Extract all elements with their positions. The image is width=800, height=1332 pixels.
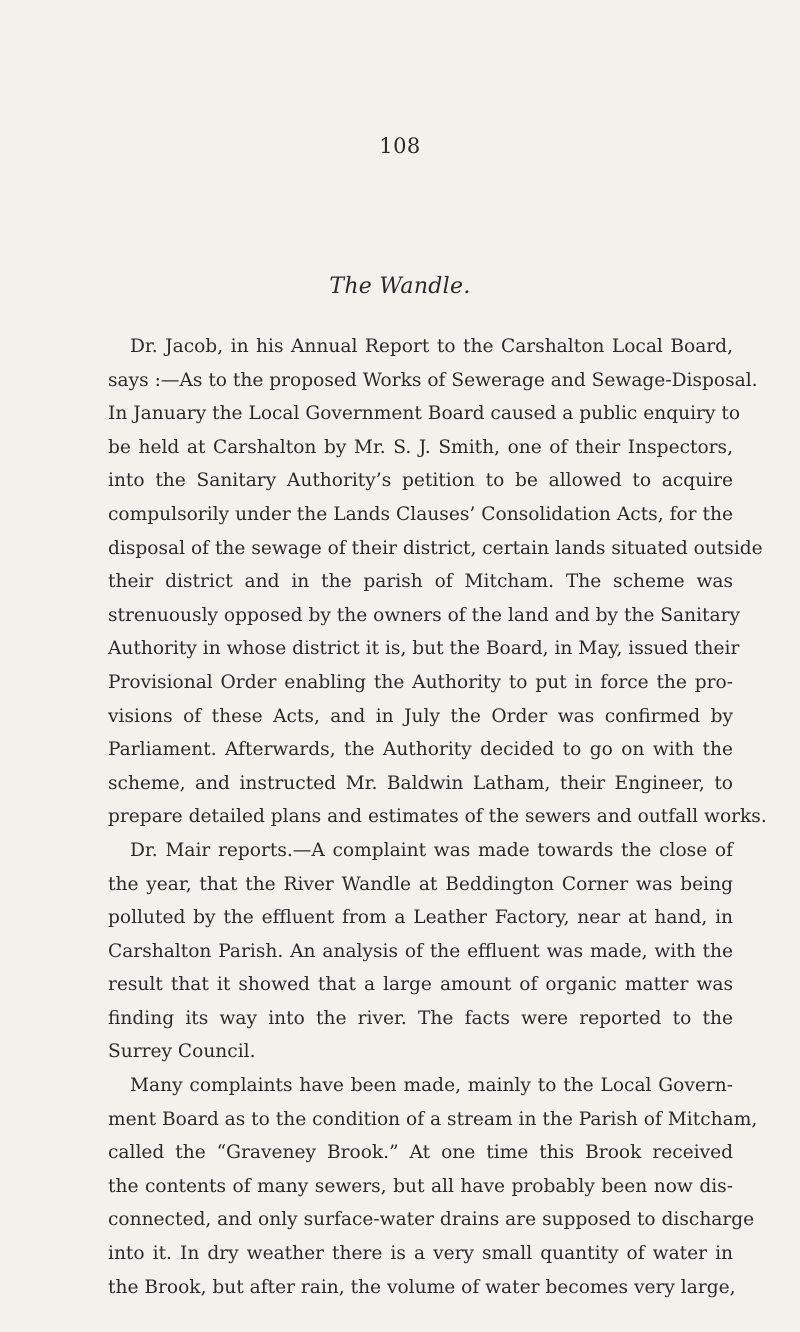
paragraph [108, 1069, 758, 1304]
text-line: scheme, and instructed Mr. Baldwin Latham, their Engineer, to [108, 772, 733, 794]
text-line: into the Sanitary Authority’s petition to be allowed to acquire [108, 470, 733, 492]
text-line: Dr. Jacob, in his Annual Report to the Carshalton Local Board, [130, 336, 733, 357]
text-line: connected, and only surface-water drains are supposed to discharge [108, 1209, 755, 1231]
paragraph [108, 330, 767, 834]
text-line: Authority in whose district it is, but the Board, in May, issued their [108, 638, 740, 660]
section-title: The Wandle. [329, 274, 471, 299]
text-line: called the “Graveney Brook.” At one time this Brook received [108, 1142, 733, 1164]
text-line: disposal of the sewage of their district, certain lands situated outside [108, 537, 763, 559]
text-line: says :—As to the proposed Works of Sewerage and Sewage-Disposal. [108, 369, 758, 391]
text-line: Parliament. Afterwards, the Authority decided to go on with the [108, 739, 733, 761]
text-line: visions of these Acts, and in July the Order was confirmed by [108, 705, 733, 727]
text-line: the year, that the River Wandle at Beddington Corner was being [108, 873, 733, 895]
page-number: 108 [379, 134, 421, 158]
text-line: into it. In dry weather there is a very small quantity of water in [108, 1243, 733, 1265]
text-line: finding its way into the river. The facts were reported to the [108, 1007, 733, 1029]
text-line: strenuously opposed by the owners of the land and by the Sanitary [108, 604, 741, 626]
text-line: Many complaints have been made, mainly to the Local Govern- [130, 1075, 733, 1097]
paragraph [108, 834, 733, 1069]
text-line: be held at Carshalton by Mr. S. J. Smith, one of their Inspectors, [108, 436, 733, 458]
text-line: the Brook, but after rain, the volume of water becomes very large, [108, 1276, 736, 1298]
text-line: In January the Local Government Board caused a public enquiry to [108, 403, 741, 425]
text-line: Surrey Council. [108, 1041, 256, 1063]
text-line: polluted by the effluent from a Leather Factory, near at hand, in [108, 907, 733, 929]
text-line: compulsorily under the Lands Clauses’ Consolidation Acts, for the [108, 503, 733, 525]
text-line: Carshalton Parish. An analysis of the effluent was made, with the [108, 940, 733, 962]
body-text [108, 330, 767, 1304]
text-line: the contents of many sewers, but all have probably been now dis- [108, 1175, 733, 1197]
text-line: result that it showed that a large amount of organic matter was [108, 974, 733, 996]
text-line: Dr. Mair reports.—A complaint was made towards the close of [130, 839, 733, 861]
text-line: ment Board as to the condition of a stream in the Parish of Mitcham, [108, 1108, 758, 1130]
text-line: Provisional Order enabling the Authority to put in force the pro- [108, 671, 733, 693]
text-line: prepare detailed plans and estimates of the sewers and outfall works. [108, 806, 767, 828]
text-line: their district and in the parish of Mitcham. The scheme was [108, 571, 733, 593]
